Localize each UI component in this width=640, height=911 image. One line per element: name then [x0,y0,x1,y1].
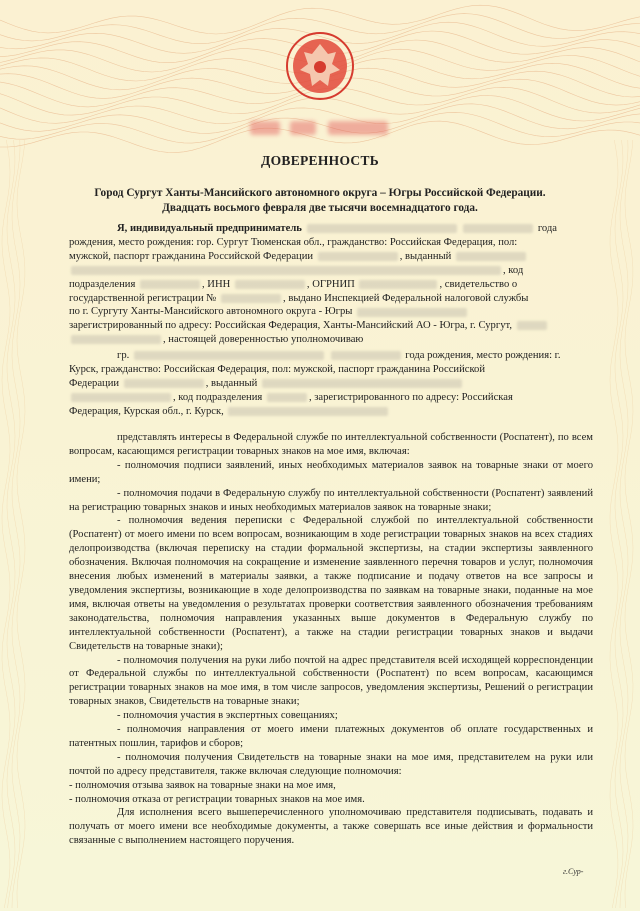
power-item: - полномочия подписи заявлений, иных необходимых материалов заявок на товарные знаки от моего имени; [69,459,593,485]
guilloche-border-line [625,140,633,908]
place-and-date [60,186,580,216]
guilloche-border-line [12,140,20,908]
redacted-agent-address [228,407,388,416]
redacted-cert-date [357,308,467,317]
guilloche-border-line [610,140,618,908]
powers-section [69,431,593,848]
date-line: Двадцать восьмого февраля две тысячи восемнадцатого года. [162,202,478,214]
page-corner-mark: г.Сур- [563,867,584,876]
coat-of-arms-emblem [284,30,356,102]
principal-paragraph: Я, индивидуальный предприниматель года рождения, место рождения: гор. Сургут Тюменская обл., гражданство: Российская Федерация, пол: мужской, паспорт гражданина Российской Федерации , выданный , код подразделения , ИНН , ОГРНИП , свидетельство о государственной регистрации № , выдано Инспекцией Федеральной налоговой службы по г. Сургуту Ханты-Мансийского автономного округа - Югры зарегистрированный по адресу: Российская Федерация, Ханты-Мансийский АО - Югра, г. Сургут, , настоящей доверенностью уполномочиваю [69,223,558,346]
redacted-address [71,335,161,344]
guilloche-border-line [7,140,15,908]
redacted-ogrnip [359,280,437,289]
redacted-agent-passport [124,379,204,388]
redacted-passport [318,252,398,261]
power-item: - полномочия получения Свидетельств на товарные знаки на мое имя, представителем на руки или почтой по адресу представителя, также включая следующие полномочия: [69,751,593,777]
guilloche-border-line [2,140,10,908]
closing-paragraph: Для исполнения всего вышеперечисленного уполномочиваю представителя подписывать, подавать и получать от моего имени все необходимые документы, а также совершать все иные действия и формальности связанные с выполнением настоящего поручения. [69,807,593,847]
blank-serial-number-redacted [250,118,388,138]
guilloche-border-line [615,140,623,908]
redacted-agent-birthdate [331,351,401,360]
guilloche-border-line [17,140,25,908]
redacted-dept-code [140,280,200,289]
redacted-agent-issue-date [71,393,171,402]
powers-intro: представлять интересы в Федеральной службе по интеллектуальной собственности (Роспатент), по всем вопросам, касающимся регистрации товарных знаков на мое имя, включая: [69,432,593,457]
power-item: - полномочия участия в экспертных совещаниях; [117,710,338,722]
redacted-agent-dept [267,393,307,402]
power-item: - полномочия направления от моего имени платежных документов об оплате государственных и патентных пошлин, тарифов и сборов; [69,724,593,749]
redacted-agent-name [134,351,324,360]
redacted-name [307,224,457,233]
redacted-agent-issuer [262,379,462,388]
redacted-street [517,321,547,330]
redacted-cert-number [221,294,281,303]
document-title: ДОВЕРЕННОСТЬ [261,153,379,168]
sub-power-item: - полномочия отзыва заявок на товарные знаки на мое имя, [69,779,336,791]
sub-power-item: - полномочия отказа от регистрации товарных знаков на мое имя. [69,793,365,805]
principal-intro: Я, индивидуальный предприниматель [117,223,302,234]
guilloche-border-line [620,140,628,908]
power-item: - полномочия получения на руки либо почтой на адрес представителя всей исходящей корреспонденции от Федеральной службы по интеллектуальной собственности (Роспатент) по всем вопросам, касающимся регистрации товарных знаков на мое имя, в том числе запросов, уведомления экспертизы, Решений о регистрации товарных знаков, Свидетельств на товарные знаки; [69,654,593,708]
place-line: Город Сургут Ханты-Мансийского автономного округа – Югры Российской Федерации. [94,187,546,199]
power-item: - полномочия подачи в Федеральную службу по интеллектуальной собственности (Роспатент) заявлений на регистрацию товарных знаков и иных необходимых материалов заявок на товарные знаки; [69,487,593,513]
agent-paragraph: гр. года рождения, место рождения: г. Курск, гражданство: Российская Федерация, пол: мужской, паспорт гражданина Российской Федерации , выданный , код подразделения , зарегистрированного по адресу: Российская Федерация, Курская обл., г. Курск, [69,350,561,417]
redacted-issuer-cont [71,266,501,275]
redacted-issuer [456,252,526,261]
power-item: - полномочия ведения переписки с Федеральной службой по интеллектуальной собственности (Роспатент) от моего имени по всем вопросам, возникающим в ходе регистрации товарных знаков на всех стадиях делопроизводства (включая переписку на стадии формальной экспертизы, на стадии экспертизы заявленного обозначения. Включая полномочия на сокращение и изменение заявленного перечня товаров и услуг, полномочия внесения любых изменений в материалы заявки, а также подписание и подачу ответов на все запросы и уведомления экспертизы, возникающие в ходе делопроизводства по заявкам на товарные знаки, поданные на мое имя, включая ответы на уведомления о результатах проверки соответствия заявленного обозначения требованиям законодательства, полномочия направления указанных выше документов в Федеральную службу по интеллектуальной собственности (Роспатент), а также на стадии регистрации товарных знаков и выдачи Свидетельств на товарные знаки); [69,515,593,652]
redacted-birthdate [463,224,533,233]
redacted-inn [235,280,305,289]
